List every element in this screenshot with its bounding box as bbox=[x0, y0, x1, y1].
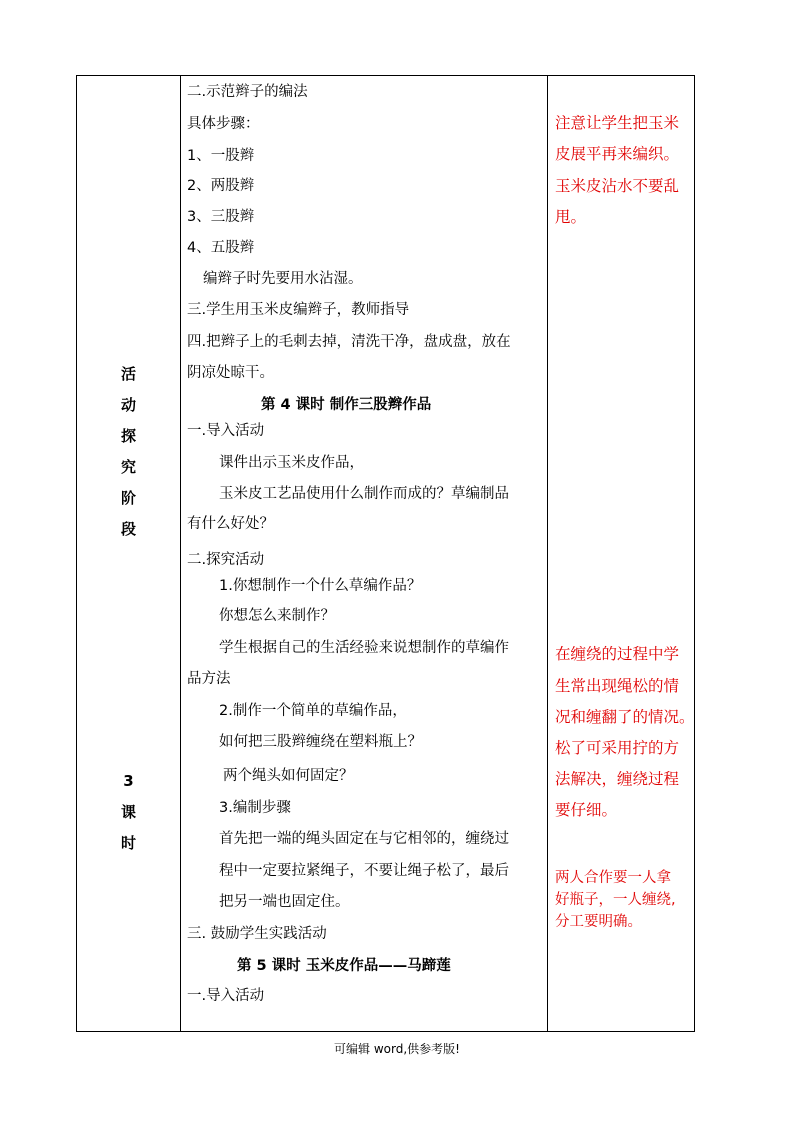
note-line: 松了可采用拧的方 bbox=[555, 739, 680, 757]
hours-char: 时 bbox=[120, 834, 136, 852]
content-line: 有什么好处？ bbox=[187, 516, 274, 532]
content-line: 首先把一端的绳头固定在与它相邻的，缠绕过 bbox=[219, 831, 509, 847]
lesson-4-heading: 第 4 课时 制作三股辫作品 bbox=[261, 397, 432, 413]
note-line: 况和缠翻了的情况。 bbox=[555, 708, 695, 726]
content-line: 2、两股辫 bbox=[187, 178, 255, 194]
stage-column bbox=[77, 76, 180, 1031]
lesson-table bbox=[76, 75, 695, 1032]
stage-char: 动 bbox=[120, 396, 136, 414]
note-line: 在缠绕的过程中学 bbox=[555, 645, 680, 663]
content-line: 2.制作一个简单的草编作品， bbox=[219, 703, 407, 719]
content-line: 三.学生用玉米皮编辫子，教师指导 bbox=[187, 302, 410, 318]
content-line: 具体步骤： bbox=[187, 116, 260, 132]
note-line: 分工要明确。 bbox=[555, 914, 642, 930]
stage-char: 阶 bbox=[120, 489, 136, 507]
hours-char: 3 bbox=[123, 772, 134, 790]
page-footer: 可编辑 word,供参考版! bbox=[334, 1042, 460, 1056]
content-line: 玉米皮工艺品使用什么制作而成的？草编制品 bbox=[219, 486, 509, 502]
note-line: 要仔细。 bbox=[555, 801, 618, 819]
content-line: 3、三股辫 bbox=[187, 209, 255, 225]
content-line: 四.把辫子上的毛刺去掉，清洗干净，盘成盘，放在 bbox=[187, 334, 511, 350]
stage-char: 活 bbox=[120, 365, 136, 383]
content-line: 两个绳头如何固定？ bbox=[223, 768, 354, 784]
content-line: 1、一股辫 bbox=[187, 148, 255, 164]
content-line: 阴凉处晾干。 bbox=[187, 365, 274, 381]
content-line: 一.导入活动 bbox=[187, 423, 265, 439]
content-line: 学生根据自己的生活经验来说想制作的草编作 bbox=[219, 640, 509, 656]
content-column bbox=[181, 76, 547, 1031]
note-line: 注意让学生把玉米 bbox=[555, 114, 680, 132]
content-line: 把另一端也固定住。 bbox=[219, 894, 350, 910]
content-line: 程中一定要拉紧绳子，不要让绳子松了，最后 bbox=[219, 863, 509, 879]
content-line: 二.探究活动 bbox=[187, 552, 265, 568]
content-line: 如何把三股辫缠绕在塑料瓶上？ bbox=[219, 734, 422, 750]
content-line: 4、五股辫 bbox=[187, 240, 255, 256]
content-line: 你想怎么来制作？ bbox=[219, 608, 335, 624]
note-line: 玉米皮沾水不要乱 bbox=[555, 177, 680, 195]
note-line: 生常出现绳松的情 bbox=[555, 677, 680, 695]
content-line: 3.编制步骤 bbox=[219, 800, 291, 816]
note-line: 皮展平再来编织。 bbox=[555, 145, 680, 163]
note-line: 好瓶子，一人缠绕, bbox=[555, 892, 676, 908]
content-line: 三. 鼓励学生实践活动 bbox=[187, 926, 327, 942]
content-line: 编辫子时先要用水沾湿。 bbox=[203, 271, 363, 287]
content-line: 二.示范辫子的编法 bbox=[187, 84, 308, 100]
content-line: 品方法 bbox=[187, 671, 231, 687]
content-line: 课件出示玉米皮作品， bbox=[219, 455, 364, 471]
note-line: 法解决，缠绕过程 bbox=[555, 770, 680, 788]
notes-column bbox=[548, 76, 695, 1031]
note-line: 甩。 bbox=[555, 208, 587, 226]
stage-char: 段 bbox=[120, 520, 136, 538]
note-line: 两人合作要一人拿 bbox=[555, 870, 671, 886]
lesson-5-heading: 第 5 课时 玉米皮作品——马蹄莲 bbox=[237, 958, 451, 974]
content-line: 一.导入活动 bbox=[187, 988, 265, 1004]
stage-char: 探 bbox=[120, 427, 136, 445]
stage-char: 究 bbox=[120, 458, 136, 476]
hours-char: 课 bbox=[120, 803, 136, 821]
content-line: 1.你想制作一个什么草编作品？ bbox=[219, 578, 422, 594]
